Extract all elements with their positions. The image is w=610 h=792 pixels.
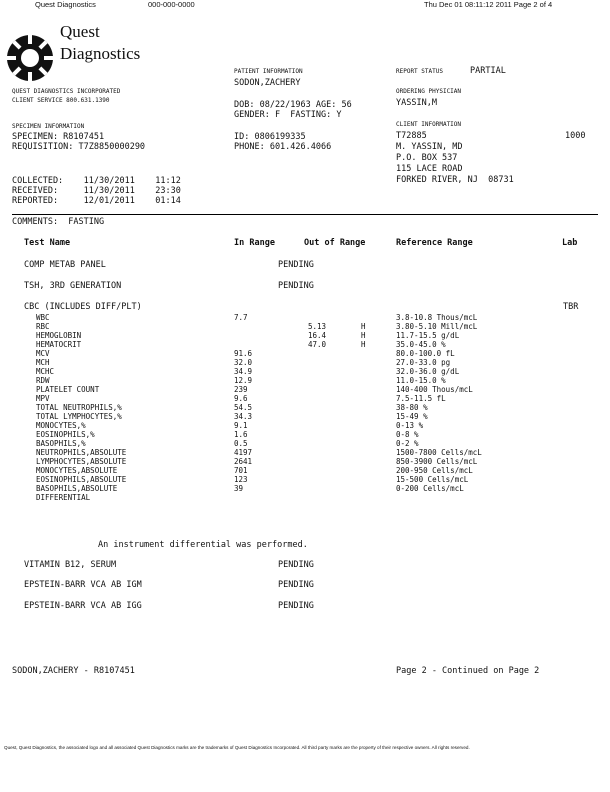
cbc-out-range-value (308, 403, 326, 412)
col-out-range: Out of Range (304, 238, 366, 248)
cbc-reference-range: 27.0-33.0 pg (396, 358, 451, 367)
cbc-reference-range: 140-400 Thous/mcL (396, 385, 473, 394)
cbc-in-range-value: 123 (234, 475, 248, 484)
cbc-out-range-value (308, 466, 326, 475)
col-lab: Lab (562, 238, 578, 248)
cbc-in-range-value: 0.5 (234, 439, 248, 448)
differential-note: An instrument differential was performed. (98, 540, 308, 550)
cbc-in-range-value: 91.6 (234, 349, 253, 358)
cbc-flag (361, 475, 366, 484)
cbc-reference-range: 35.0-45.0 % (396, 340, 446, 349)
col-in-range: In Range (234, 238, 275, 248)
patient-phone: PHONE: 601.426.4066 (234, 142, 332, 152)
cbc-reference-range: 32.0-36.0 g/dL (396, 367, 460, 376)
collected-date: COLLECTED: 11/30/2011 11:12 (12, 176, 181, 186)
cbc-flag (361, 403, 366, 412)
cbc-test-name: LYMPHOCYTES,ABSOLUTE (36, 457, 127, 466)
cbc-flag (361, 313, 366, 322)
cbc-reference-range: 0-13 % (396, 421, 424, 430)
cbc-reference-range: 7.5-11.5 fL (396, 394, 446, 403)
cbc-out-range-column (308, 313, 326, 493)
client-city: FORKED RIVER, NJ 08731 (396, 175, 514, 185)
cbc-out-range-value: 5.13 (308, 322, 327, 331)
cbc-out-range-value (308, 457, 326, 466)
client-po-box: P.O. BOX 537 (396, 153, 458, 163)
cbc-flag (361, 439, 366, 448)
cbc-out-range-value (308, 349, 326, 358)
cbc-flag (361, 421, 366, 430)
cbc-in-range-value: 9.1 (234, 421, 248, 430)
cbc-in-range-value: 54.5 (234, 403, 253, 412)
differential-label: DIFFERENTIAL (36, 493, 91, 502)
client-number: 1000 (565, 131, 586, 141)
cbc-in-range-value (234, 340, 252, 349)
patient-gender-fasting: GENDER: F FASTING: Y (234, 110, 342, 120)
footer-patient: SODON,ZACHERY - R8107451 (12, 666, 135, 676)
company-name: QUEST DIAGNOSTICS INCORPORATED (12, 88, 121, 95)
cbc-test-name: MPV (36, 394, 50, 403)
cbc-in-range-value: 701 (234, 466, 248, 475)
ordering-physician-label: ORDERING PHYSICIAN (396, 88, 462, 95)
cbc-test-name: NEUTROPHILS,ABSOLUTE (36, 448, 127, 457)
quest-logo (4, 32, 56, 84)
patient-id: ID: 0806199335 (234, 132, 306, 142)
cbc-reference-range: 1500-7800 Cells/mcL (396, 448, 482, 457)
cbc-flag-column (361, 313, 366, 493)
footer-continued: Page 2 - Continued on Page 2 (396, 666, 540, 676)
cbc-test-name: HEMATOCRIT (36, 340, 82, 349)
cbc-out-range-value (308, 412, 326, 421)
specimen-id: SPECIMEN: R8107451 (12, 132, 105, 142)
panel-name: TSH, 3RD GENERATION (24, 281, 122, 291)
cbc-in-range-value: 1.6 (234, 430, 248, 439)
cbc-reference-range: 0-8 % (396, 430, 419, 439)
cbc-reference-range: 3.80-5.10 Mill/mcL (396, 322, 478, 331)
panel-status: PENDING (278, 601, 314, 611)
cbc-names-column (36, 313, 126, 493)
cbc-in-range-value (234, 331, 252, 340)
cbc-in-range-column (234, 313, 252, 493)
report-status-label: REPORT STATUS (396, 68, 443, 75)
cbc-out-range-value (308, 385, 326, 394)
cbc-test-name: RBC (36, 322, 50, 331)
cbc-reference-range: 200-950 Cells/mcL (396, 466, 473, 475)
comments: COMMENTS: FASTING (12, 217, 105, 227)
cbc-lab: TBR (563, 302, 579, 312)
client-info-label: CLIENT INFORMATION (396, 121, 462, 128)
client-id: T72885 (396, 131, 427, 141)
client-service: CLIENT SERVICE 800.631.1390 (12, 97, 110, 104)
divider (12, 214, 598, 215)
cbc-out-range-value (308, 358, 326, 367)
cbc-flag (361, 394, 366, 403)
panel-status: PENDING (278, 281, 314, 291)
panel-name: EPSTEIN-BARR VCA AB IGG (24, 601, 142, 611)
cbc-test-name: TOTAL NEUTROPHILS,% (36, 403, 122, 412)
cbc-test-name: MONOCYTES,% (36, 421, 86, 430)
logo-text-diagnostics: Diagnostics (60, 44, 141, 63)
cbc-flag (361, 448, 366, 457)
cbc-in-range-value: 2641 (234, 457, 253, 466)
cbc-reference-range: 11.0-15.0 % (396, 376, 446, 385)
panel-name: VITAMIN B12, SERUM (24, 560, 117, 570)
cbc-flag (361, 466, 366, 475)
cbc-reference-range: 80.0-100.0 fL (396, 349, 455, 358)
cbc-flag (361, 349, 366, 358)
cbc-in-range-value: 7.7 (234, 313, 248, 322)
cbc-flag (361, 385, 366, 394)
panel-name: EPSTEIN-BARR VCA AB IGM (24, 580, 142, 590)
cbc-in-range-value: 12.9 (234, 376, 253, 385)
cbc-flag (361, 367, 366, 376)
header-phone: 000-000-0000 (148, 0, 195, 9)
specimen-info-label: SPECIMEN INFORMATION (12, 123, 85, 130)
cbc-in-range-value (234, 322, 252, 331)
cbc-test-name: HEMOGLOBIN (36, 331, 82, 340)
footer-legal: Quest, Quest Diagnostics, the associated logo and all associated Quest Diagnostics marks are the trademarks of Quest Diagnostics Incorporated. All third party marks are the property of their respective owners. All rights reserved. (4, 745, 470, 750)
cbc-reference-range: 850-3900 Cells/mcL (396, 457, 478, 466)
col-reference: Reference Range (396, 238, 473, 248)
cbc-out-range-value (308, 439, 326, 448)
cbc-reference-range: 15-49 % (396, 412, 428, 421)
client-name: M. YASSIN, MD (396, 142, 463, 152)
col-test-name: Test Name (24, 238, 71, 248)
cbc-test-name: RDW (36, 376, 50, 385)
cbc-test-name: MCHC (36, 367, 55, 376)
cbc-reference-range: 38-80 % (396, 403, 428, 412)
header-date-page: Thu Dec 01 08:11:12 2011 Page 2 of 4 (424, 0, 553, 9)
cbc-test-name: BASOPHILS,% (36, 439, 86, 448)
cbc-out-range-value (308, 448, 326, 457)
cbc-out-range-value (308, 376, 326, 385)
cbc-reference-range: 3.8-10.8 Thous/mcL (396, 313, 478, 322)
ordering-physician: YASSIN,M (396, 98, 437, 108)
panel-status: PENDING (278, 580, 314, 590)
cbc-out-range-value (308, 313, 326, 322)
logo-icon (4, 32, 56, 84)
cbc-flag (361, 457, 366, 466)
cbc-test-name: EOSINOPHILS,% (36, 430, 95, 439)
cbc-in-range-value: 9.6 (234, 394, 248, 403)
patient-name: SODON,ZACHERY (234, 78, 301, 88)
cbc-in-range-value: 239 (234, 385, 248, 394)
cbc-flag (361, 430, 366, 439)
cbc-reference-range: 0-200 Cells/mcL (396, 484, 464, 493)
cbc-flag (361, 358, 366, 367)
cbc-test-name: BASOPHILS,ABSOLUTE (36, 484, 118, 493)
logo-text-quest: Quest (60, 22, 100, 41)
cbc-test-name: EOSINOPHILS,ABSOLUTE (36, 475, 127, 484)
cbc-flag: H (361, 331, 366, 340)
panel-name: COMP METAB PANEL (24, 260, 106, 270)
cbc-out-range-value: 16.4 (308, 331, 327, 340)
cbc-flag: H (361, 340, 366, 349)
cbc-out-range-value (308, 367, 326, 376)
cbc-reference-range: 0-2 % (396, 439, 419, 448)
report-status: PARTIAL (470, 66, 506, 76)
cbc-in-range-value: 4197 (234, 448, 253, 457)
cbc-title: CBC (INCLUDES DIFF/PLT) (24, 302, 142, 312)
cbc-out-range-value: 47.0 (308, 340, 327, 349)
cbc-flag: H (361, 322, 366, 331)
cbc-reference-column (396, 313, 482, 493)
cbc-in-range-value: 34.9 (234, 367, 253, 376)
cbc-in-range-value: 39 (234, 484, 244, 493)
patient-dob-age: DOB: 08/22/1963 AGE: 56 (234, 100, 352, 110)
reported-date: REPORTED: 12/01/2011 01:14 (12, 196, 181, 206)
cbc-test-name: MONOCYTES,ABSOLUTE (36, 466, 118, 475)
cbc-reference-range: 11.7-15.5 g/dL (396, 331, 460, 340)
cbc-in-range-value: 32.0 (234, 358, 253, 367)
cbc-out-range-value (308, 484, 326, 493)
cbc-flag (361, 376, 366, 385)
received-date: RECEIVED: 11/30/2011 23:30 (12, 186, 181, 196)
cbc-out-range-value (308, 475, 326, 484)
header-lab-name: Quest Diagnostics (35, 0, 96, 9)
panel-status: PENDING (278, 260, 314, 270)
requisition-number: REQUISITION: T7Z8850000290 (12, 142, 146, 152)
cbc-flag (361, 484, 366, 493)
cbc-test-name: WBC (36, 313, 50, 322)
cbc-out-range-value (308, 394, 326, 403)
cbc-out-range-value (308, 421, 326, 430)
cbc-test-name: MCH (36, 358, 50, 367)
cbc-test-name: TOTAL LYMPHOCYTES,% (36, 412, 122, 421)
cbc-in-range-value: 34.3 (234, 412, 253, 421)
client-address: 115 LACE ROAD (396, 164, 463, 174)
patient-info-label: PATIENT INFORMATION (234, 68, 303, 75)
panel-status: PENDING (278, 560, 314, 570)
cbc-reference-range: 15-500 Cells/mcL (396, 475, 469, 484)
cbc-test-name: PLATELET COUNT (36, 385, 100, 394)
cbc-test-name: MCV (36, 349, 50, 358)
cbc-out-range-value (308, 430, 326, 439)
cbc-flag (361, 412, 366, 421)
